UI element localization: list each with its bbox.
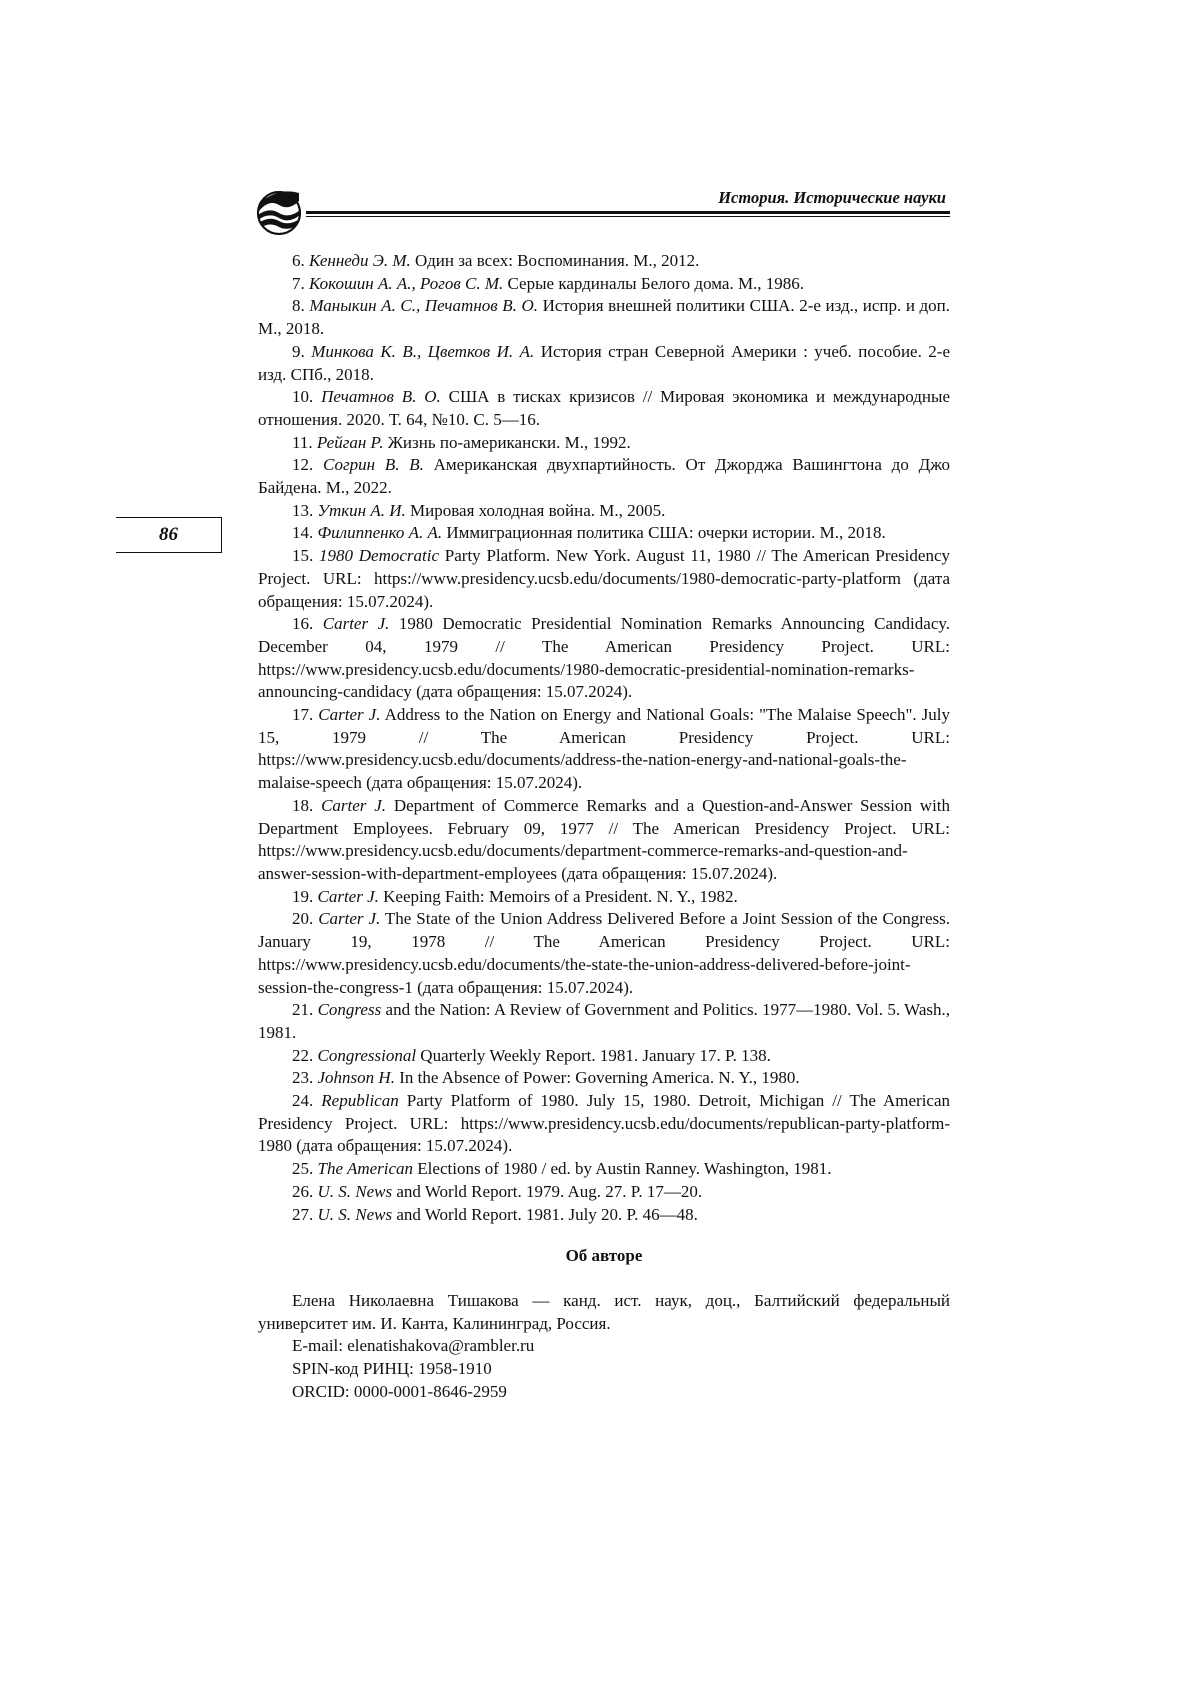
reference-item: [258, 386, 950, 431]
header-rule-thick: [306, 211, 950, 214]
reference-item: [258, 295, 950, 340]
reference-item: [258, 1158, 950, 1181]
journal-section-title: История. Исторические науки: [718, 188, 946, 207]
reference-author: Филиппенко А. А.: [317, 523, 443, 543]
reference-author: Согрин В. В.: [323, 455, 424, 475]
reference-number: 12.: [292, 455, 314, 475]
author-bio: Елена Николаевна Тишакова — канд. ист. наук, доц., Балтийский федеральный университет им. И. Канта, Калининград, Россия.: [258, 1290, 950, 1333]
reference-author: Кокошин А. А., Рогов С. М.: [309, 273, 504, 293]
reference-author: Johnson H.: [317, 1068, 395, 1088]
reference-text: and the Nation: A Review of Government and Politics. 1977—1980. Vol. 5. Wash., 1981.: [258, 1000, 950, 1042]
reference-text: Серые кардиналы Белого дома. М., 1986.: [507, 273, 805, 293]
reference-author: U. S. News: [317, 1181, 393, 1201]
reference-number: 26.: [292, 1181, 314, 1201]
reference-author: Carter J.: [322, 614, 390, 634]
reference-item: [258, 613, 950, 704]
reference-number: 16.: [292, 614, 314, 634]
reference-item: [258, 500, 950, 523]
reference-number: 6.: [292, 251, 305, 270]
reference-text: Party Platform of 1980. July 15, 1980. Detroit, Michigan // The American Presidency Project. URL: https://www.presidency.ucsb.edu/documents/republican-party-platform-1980 (дата обращения: 15.07.2024).: [258, 1091, 951, 1156]
reference-number: 22.: [292, 1045, 314, 1065]
reference-author: Минкова К. В., Цветков И. А.: [311, 341, 535, 361]
reference-number: 11.: [292, 432, 313, 452]
reference-author: Republican: [321, 1091, 399, 1111]
reference-text: Иммиграционная политика США: очерки истории. М., 2018.: [446, 523, 886, 543]
reference-number: 15.: [292, 546, 314, 566]
reference-item: [258, 908, 950, 999]
reference-item: [258, 522, 950, 545]
reference-text: The State of the Union Address Delivered Before a Joint Session of the Congress. January 19, 1978 // The American Presidency Project. URL: https://www.presidency.ucsb.edu/documents/the-state-the-union-address-delivered-before-joint-session-the-congress-1 (дата обращения: 15.07.2024).: [258, 909, 950, 997]
reference-text: Department of Commerce Remarks and a Question-and-Answer Session with Department Employees. February 09, 1977 // The American Presidency Project. URL: https://www.presidency.ucsb.edu/documents/department-commerce-remarks-and-question-and-answer-session-with-department-employees (дата обращения: 15.07.2024).: [258, 795, 951, 883]
reference-item: [258, 1181, 950, 1204]
reference-text: Мировая холодная война. М., 2005.: [410, 500, 666, 520]
reference-text: Elections of 1980 / ed. by Austin Ranney. Washington, 1981.: [417, 1159, 832, 1179]
reference-text: 1980 Democratic Presidential Nomination Remarks Announcing Candidacy. December 04, 1979 // The American Presidency Project. URL: https://www.presidency.ucsb.edu/documents/1980-democratic-presidential-nomination-remarks-announcing-candidacy (дата обращения: 15.07.2024).: [258, 614, 951, 702]
reference-number: 27.: [292, 1204, 314, 1224]
reference-author: Congressional: [317, 1045, 417, 1065]
reference-number: 23.: [292, 1068, 314, 1088]
reference-number: 7.: [292, 273, 305, 293]
reference-number: 24.: [292, 1091, 314, 1111]
reference-author: U. S. News: [317, 1204, 393, 1224]
reference-author: Congress: [317, 1000, 382, 1020]
reference-item: [258, 1067, 950, 1090]
reference-number: 25.: [292, 1159, 314, 1179]
reference-text: Жизнь по-американски. М., 1992.: [387, 432, 631, 452]
reference-number: 20.: [292, 909, 314, 929]
reference-item: [258, 341, 950, 386]
reference-item: [258, 545, 950, 613]
reference-author: Уткин А. И.: [317, 500, 406, 520]
reference-item: [258, 999, 950, 1044]
running-header: [306, 188, 950, 217]
reference-author: The American: [317, 1159, 414, 1179]
page-number: 86: [116, 517, 222, 553]
reference-author: Кеннеди Э. М.: [309, 251, 411, 270]
reference-item: [258, 795, 950, 886]
main-content: [258, 250, 950, 1403]
reference-item: [258, 1090, 950, 1158]
reference-text: Один за всех: Воспоминания. М., 2012.: [415, 251, 700, 270]
author-orcid: ORCID: 0000-0001-8646-2959: [292, 1381, 507, 1401]
reference-number: 8.: [292, 296, 305, 316]
reference-item: [258, 704, 950, 795]
reference-number: 9.: [292, 341, 305, 361]
reference-text: Keeping Faith: Memoirs of a President. N. Y., 1982.: [383, 886, 738, 906]
reference-author: Маныкин А. С., Печатнов В. О.: [309, 296, 538, 316]
reference-item: [258, 454, 950, 499]
reference-number: 14.: [292, 523, 314, 543]
about-author-heading: Об авторе: [565, 1246, 643, 1266]
reference-item: [258, 273, 950, 296]
journal-logo-icon: [256, 190, 302, 236]
reference-list: [258, 250, 950, 1226]
author-email: E-mail: elenatishakova@rambler.ru: [292, 1336, 535, 1356]
reference-author: Carter J.: [317, 886, 379, 906]
reference-text: История стран Северной Америки : учеб. пособие. 2-е изд. СПб., 2018.: [258, 341, 951, 384]
reference-number: 17.: [292, 705, 314, 725]
reference-text: In the Absence of Power: Governing America. N. Y., 1980.: [399, 1068, 800, 1088]
reference-item: [258, 1045, 950, 1068]
reference-number: 19.: [292, 886, 314, 906]
reference-author: Carter J.: [318, 705, 381, 725]
reference-author: 1980 Democratic: [319, 546, 440, 566]
reference-item: [258, 1204, 950, 1227]
reference-author: Carter J.: [318, 909, 381, 929]
reference-text: США в тисках кризисов // Мировая экономика и международные отношения. 2020. Т. 64, №10. С. 5—16.: [258, 387, 950, 429]
reference-text: Quarterly Weekly Report. 1981. January 17. P. 138.: [420, 1045, 771, 1065]
reference-text: История внешней политики США. 2-е изд., испр. и доп. М., 2018.: [258, 296, 951, 339]
reference-author: Печатнов В. О.: [321, 387, 441, 407]
reference-number: 10.: [292, 387, 314, 407]
reference-number: 13.: [292, 500, 314, 520]
reference-item: [258, 250, 950, 273]
reference-text: and World Report. 1981. July 20. P. 46—48.: [396, 1204, 698, 1224]
reference-text: Party Platform. New York. August 11, 1980 // The American Presidency Project. URL: https://www.presidency.ucsb.edu/documents/1980-democratic-party-platform (дата обращения: 15.07.2024).: [258, 546, 951, 611]
reference-item: [258, 886, 950, 909]
reference-item: [258, 432, 950, 455]
author-spin-code: SPIN-код РИНЦ: 1958-1910: [292, 1359, 492, 1379]
reference-number: 21.: [292, 1000, 314, 1020]
reference-text: Address to the Nation on Energy and National Goals: "The Malaise Speech". July 15, 1979 // The American Presidency Project. URL: https://www.presidency.ucsb.edu/documents/address-the-nation-energy-and-national-goals-the-malaise-speech (дата обращения: 15.07.2024).: [258, 705, 951, 793]
reference-author: Carter J.: [321, 795, 386, 815]
header-rule-thin: [306, 216, 950, 217]
reference-number: 18.: [292, 795, 314, 815]
reference-text: Американская двухпартийность. От Джорджа Вашингтона до Джо Байдена. М., 2022.: [258, 455, 951, 498]
reference-author: Рейган Р.: [316, 432, 384, 452]
reference-text: and World Report. 1979. Aug. 27. P. 17—20.: [396, 1181, 703, 1201]
